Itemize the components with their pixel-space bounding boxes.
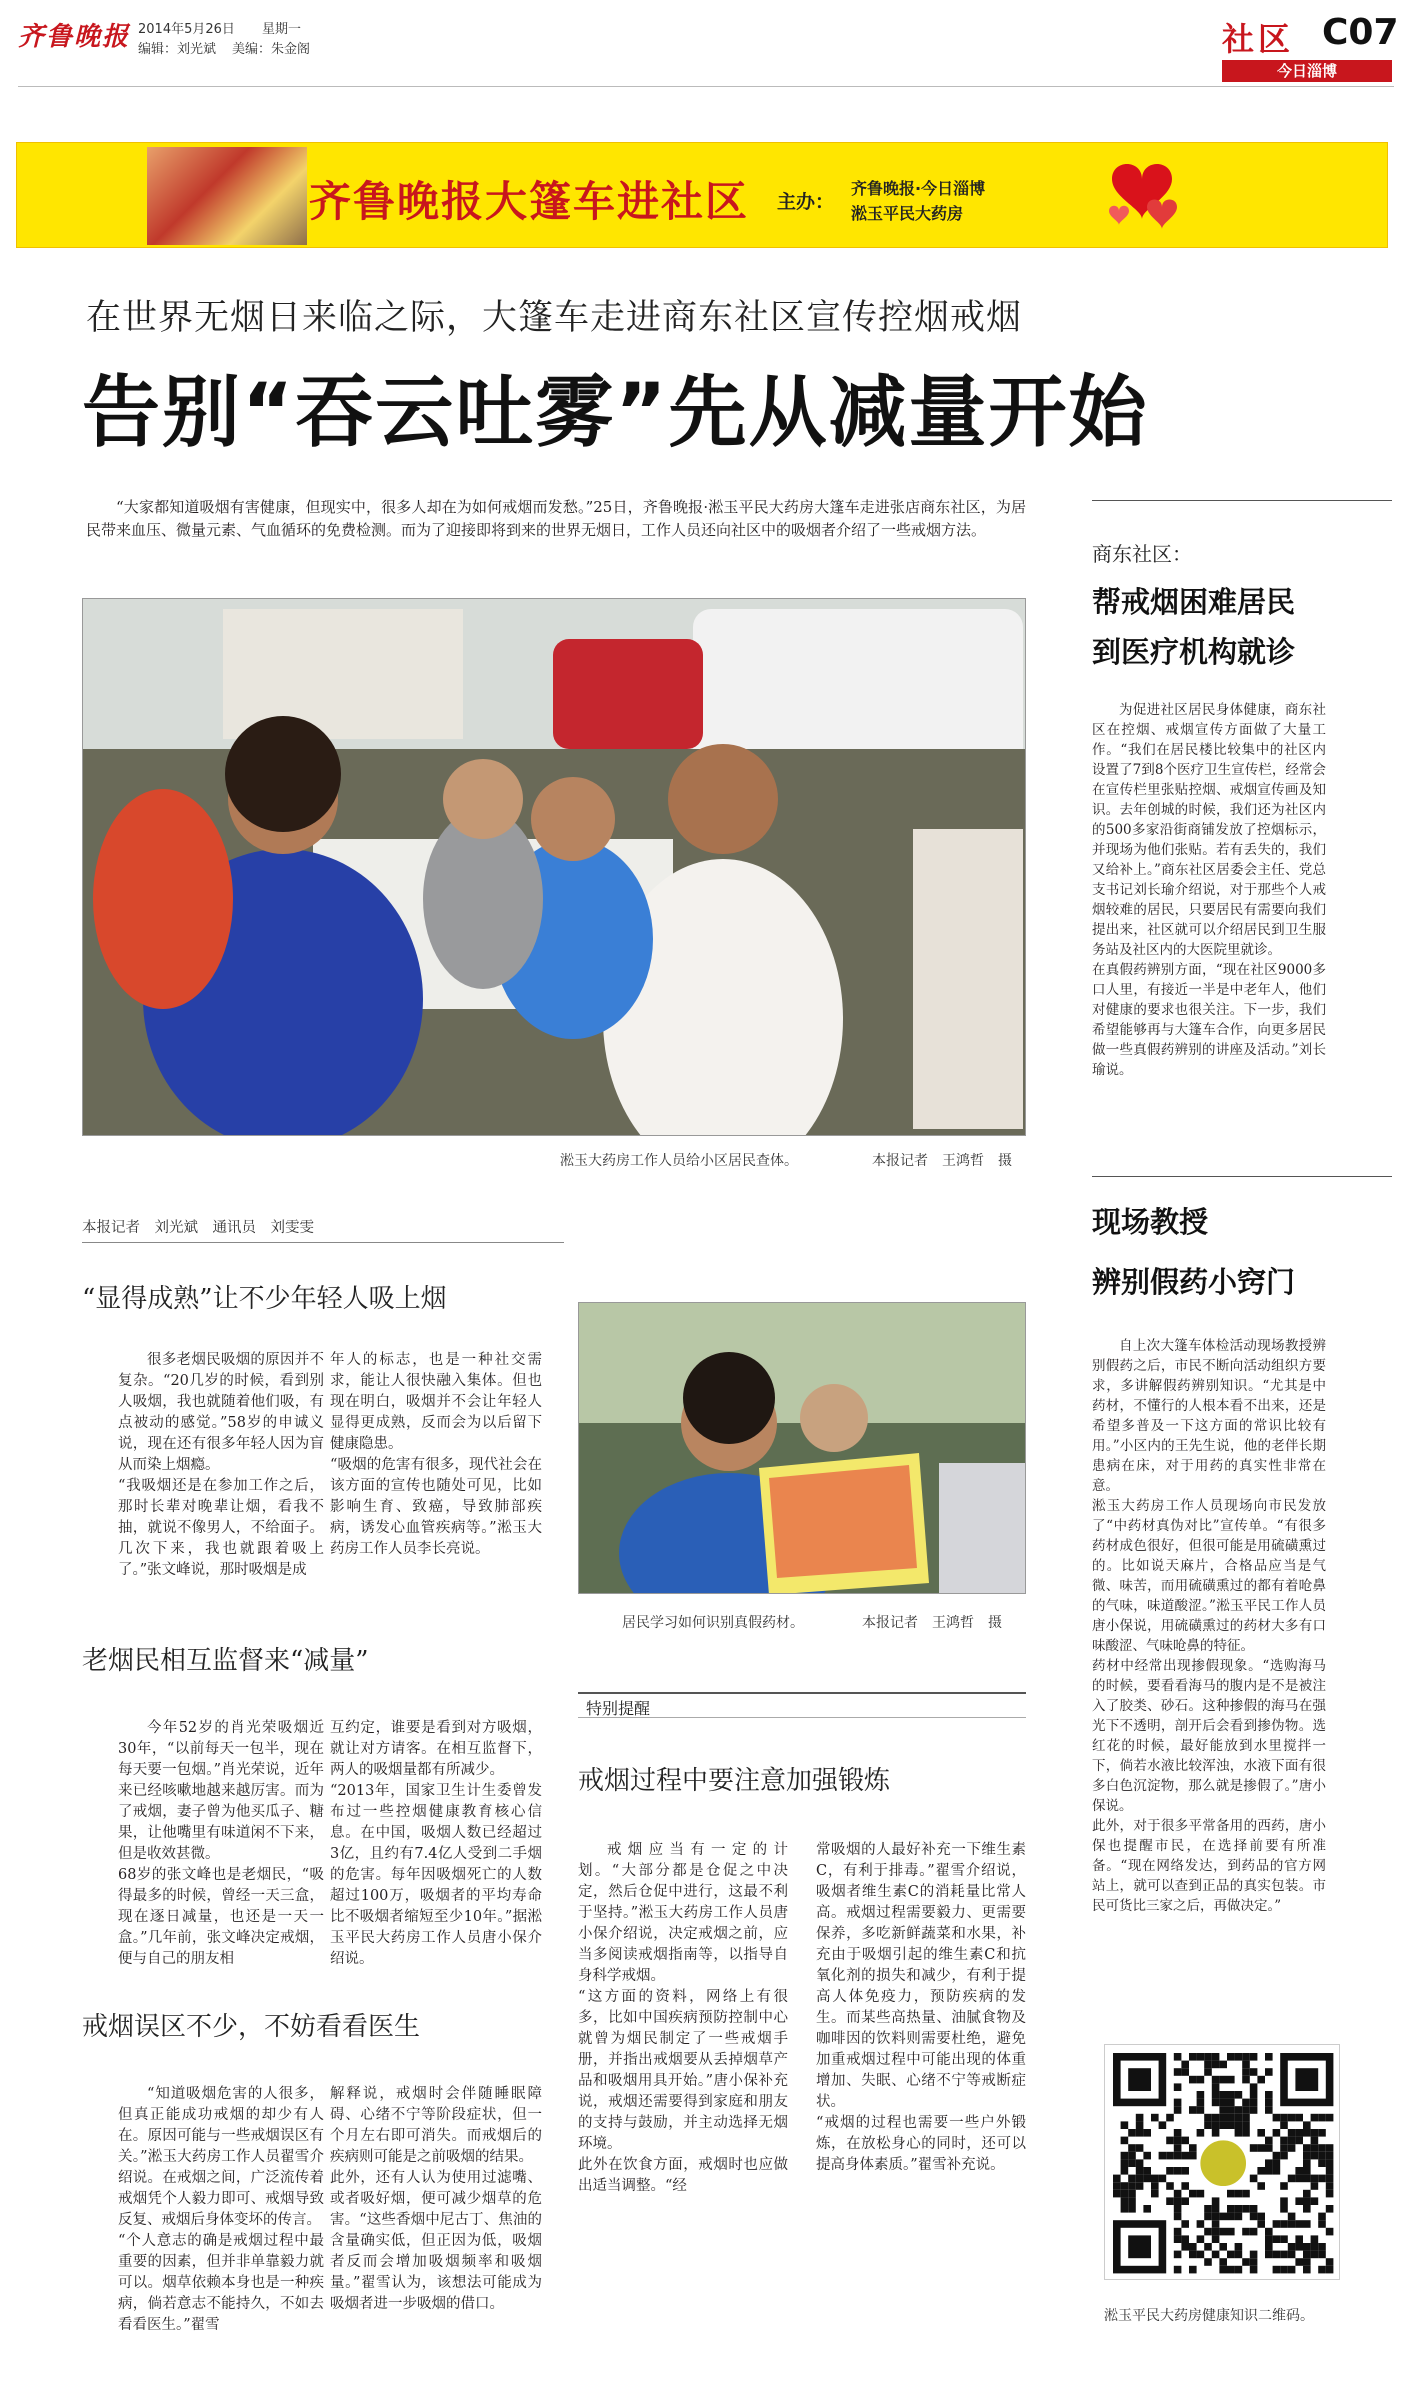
banner-sponsor-2: 淞玉平民大药房 bbox=[851, 204, 964, 223]
photo-medicine-reading bbox=[578, 1302, 1026, 1594]
banner-sponsor-label: 主办： bbox=[777, 191, 835, 213]
section2-title: 老烟民相互监督来“减量” bbox=[82, 1646, 369, 1676]
tip-label: 特别提醒 bbox=[586, 1699, 651, 1718]
sidebar-text1-body: 为促进社区居民身体健康，商东社区在控烟、戒烟宣传方面做了大量工作。“我们在居民楼比较集中的社区内设置了7到8个医疗卫生宣传栏，经常会在宣传栏里张贴控烟、戒烟宣传画及知识。去年创城的时候，我们还为社区内的500多家沿街商铺发放了控烟标示，并现场为他们张贴。若有丢失的，我们又给补上。”商东社区居委会主任、党总支书记刘长瑜介绍说，对于那些个人戒烟较难的居民，只要居民有需要向我们提出来，社区就可以介绍居民到卫生服务站及社区内的大医院里就诊。 在真假药辨别方面，“现在社区9000多口人里，有接近一半是中老年人，他们对健康的要求也很关注。下一步，我们希望能够再与大篷车合作，向更多居民做一些真假药辨别的讲座及活动。”刘长瑜说。 bbox=[1092, 702, 1326, 1078]
article-headline: 告别“吞云吐雾”先从减量开始 bbox=[82, 368, 1149, 458]
sidebar-text2-body: 自上次大篷车体检活动现场教授辨别假药之后，市民不断向活动组织方要求，多讲解假药辨别知识。“尤其是中药材，不懂行的人根本看不出来，还是希望多普及一下这方面的常识比较有用。”小区内的王先生说，他的老伴长期患病在床，对于用药的真实性非常在意。 淞玉大药房工作人员现场向市民发放了“中药材真伪对比”宣传单。“有很多药材成色很好，但很可能是用硫磺熏过的。比如说天麻片，合格品应当是气微、味苦，而用硫磺熏过的都有着呛鼻的气味，味道酸涩。”淞玉平民工作人员唐小保说，用硫磺熏过的药材大多有口味酸涩、气味呛鼻的特征。 药材中经常出现掺假现象。“选购海马的时候，要看看海马的腹内是不是被注入了胶类、砂石。这种掺假的海马在强光下不透明，剖开后会看到掺伪物。选红花的时候，最好能放到水里搅拌一下，倘若水液比较浑浊，水液下面有很多白色沉淀物，那么就是掺假了。”唐小保说。 此外，对于很多平常备用的西药，唐小保也提醒市民，在选择前要有所准备。“现在网络发达，到药品的官方网站上，就可以查到正品的真实包装。市民可货比三家之后，再做决定。” bbox=[1092, 1338, 1326, 1914]
qr-code-frame bbox=[1104, 2044, 1340, 2280]
banner-photo bbox=[147, 147, 307, 245]
section1-col2 bbox=[330, 1350, 542, 1560]
editor-credit: 编辑：刘光斌 bbox=[138, 42, 217, 57]
sidebar-kicker: 商东社区： bbox=[1092, 542, 1192, 566]
issue-date: 2014年5月26日 bbox=[138, 22, 235, 37]
newspaper-logo: 齐鲁晚报 bbox=[18, 22, 131, 52]
section3-col2-text: 解释说，戒烟时会伴随睡眠障碍、心绪不宁等阶段症状，但一个月左右即可消失。而戒烟后的疾病则可能是之前吸烟的结果。 此外，还有人认为使用过滤嘴、或者吸好烟，便可减少烟草的危害。“这些香烟中尼古丁、焦油的含量确实低，但正因为低，吸烟者反而会增加吸烟频率和吸烟量。”翟雪认为，该想法可能成为吸烟者进一步吸烟的借口。 bbox=[330, 2086, 542, 2312]
section2-col2 bbox=[330, 1718, 542, 1970]
photo1-credit: 本报记者 王鸿哲 摄 bbox=[872, 1153, 1012, 1169]
hearts-decoration bbox=[1097, 149, 1187, 244]
section4-col2-text: 常吸烟的人最好补充一下维生素C，有利于排毒。”翟雪介绍说，吸烟者维生素C的消耗量比常人高。戒烟过程需要毅力、更需要保养，多吃新鲜蔬菜和水果，补充由于吸烟引起的维生素C和抗氧化剂的损失和减少，有利于提高人体免疫力，预防疾病的发生。而某些高热量、油腻食物及咖啡因的饮料则需要杜绝，避免加重戒烟过程中可能出现的体重增加、失眠、心绪不宁等戒断症状。 “戒烟的过程也需要一些户外锻炼，在放松身心的同时，还可以提高身体素质。”翟雪补充说。 bbox=[816, 1842, 1026, 2173]
section3-title: 戒烟误区不少，不妨看看医生 bbox=[82, 2012, 421, 2042]
sidebar-title2-line1: 现场教授 bbox=[1092, 1205, 1209, 1239]
byline: 本报记者 刘光斌 通讯员 刘雯雯 bbox=[82, 1220, 314, 1236]
section2-col1-text: 今年52岁的肖光荣吸烟近30年，“以前每天一包半，现在每天要一包烟。”肖光荣说，近年来已经咳嗽地越来越厉害。而为了戒烟，妻子曾为他买瓜子、糖果，让他嘴里有味道闲不下来，但是收效甚微。 68岁的张文峰也是老烟民，“吸得最多的时候，曾经一天三盒，现在逐日减量，也还是一天一盒。”几年前，张文峰决定戒烟，便与自己的朋友相 bbox=[118, 1720, 324, 1967]
section1-col1 bbox=[118, 1350, 324, 1581]
section1-title: “显得成熟”让不少年轻人吸上烟 bbox=[82, 1284, 447, 1314]
qr-caption: 淞玉平民大药房健康知识二维码。 bbox=[1104, 2308, 1314, 2324]
header-rule bbox=[18, 86, 1394, 87]
section1-col1-text: 很多老烟民吸烟的原因并不复杂。“20几岁的时候，看到别人吸烟，我也就随着他们吸，有点被动的感觉。”58岁的申诚义说，现在还有很多年轻人因为盲从而染上烟瘾。 “我吸烟还是在参加工作之后，那时长辈对晚辈让烟，看我不抽，就说不像男人，不给面子。几次下来，我也就跟着吸上了。”张文峰说，那时吸烟是成 bbox=[118, 1352, 324, 1578]
photo-health-check bbox=[82, 598, 1026, 1136]
sidebar-top-rule bbox=[1092, 500, 1392, 501]
sidebar-text2 bbox=[1092, 1336, 1326, 1916]
photo-medicine-reading-scene bbox=[579, 1303, 1026, 1594]
banner-title: 齐鲁晚报大篷车进社区 bbox=[309, 177, 750, 226]
page-number: C07 bbox=[1322, 12, 1399, 53]
photo2-credit: 本报记者 王鸿哲 摄 bbox=[862, 1615, 1002, 1631]
article-lead: “大家都知道吸烟有害健康，但现实中，很多人却在为如何戒烟而发愁。”25日，齐鲁晚报·淞玉平民大药房大篷车走进张店商东社区，为居民带来血压、微量元素、气血循环的免费检测。而为了迎接即将到来的世界无烟日，工作人员还向社区中的吸烟者介绍了一些戒烟方法。 bbox=[86, 498, 1026, 539]
article-kicker: 在世界无烟日来临之际，大篷车走进商东社区宣传控烟戒烟 bbox=[86, 298, 1023, 338]
photo1-caption: 淞玉大药房工作人员给小区居民查体。 bbox=[560, 1153, 798, 1169]
section4-col1-text: 戒烟应当有一定的计划。“大部分都是仓促之中决定，然后仓促中进行，这最不利于坚持。”淞玉大药房工作人员唐小保介绍说，决定戒烟之前，应当多阅读戒烟指南等，以指导自身科学戒烟。 “这方面的资料，网络上有很多，比如中国疾病预防控制中心就曾为烟民制定了一些戒烟手册，并指出戒烟要从丢掉烟草产品和吸烟用具开始。”唐小保补充说，戒烟还需要得到家庭和朋友的支持与鼓励，并主动选择无烟环境。 此外在饮食方面，戒烟时也应做出适当调整。“经 bbox=[578, 1842, 788, 2194]
sidebar-title1-line1: 帮戒烟困难居民 bbox=[1092, 585, 1296, 619]
qr-code bbox=[1105, 2045, 1341, 2281]
sidebar-title1-line2: 到医疗机构就诊 bbox=[1092, 635, 1296, 669]
tip-label-box bbox=[578, 1692, 1026, 1718]
photo-health-check-scene bbox=[83, 599, 1026, 1136]
section3-col1-text: “知道吸烟危害的人很多，但真正能成功戒烟的却少有人在。原因可能与一些戒烟误区有关。”淞玉大药房工作人员翟雪介绍说。在戒烟之间，广泛流传着戒烟凭个人毅力即可、戒烟导致反复、戒烟后身体变坏的传言。 “个人意志的确是戒烟过程中最重要的因素，但并非单靠毅力就可以。烟草依赖本身也是一种疾病，倘若意志不能持久，不如去看看医生。”翟雪 bbox=[118, 2086, 324, 2333]
section3-col1 bbox=[118, 2084, 324, 2336]
section2-col1 bbox=[118, 1718, 324, 1970]
sidebar-mid-rule bbox=[1092, 1176, 1392, 1177]
issue-weekday: 星期一 bbox=[262, 22, 302, 37]
section4-col2 bbox=[816, 1840, 1026, 2176]
section4-col1 bbox=[578, 1840, 788, 2197]
photo2-caption: 居民学习如何识别真假药材。 bbox=[622, 1615, 804, 1631]
section1-col2-text: 年人的标志，也是一种社交需求，能让人很快融入集体。但也现在明白，吸烟并不会让年轻人显得更成熟，反而会为以后留下健康隐患。 “吸烟的危害有很多，现代社会在该方面的宣传也随处可见，比如影响生育、致癌，导致肺部疾病，诱发心血管疾病等。”淞玉大药房工作人员李长亮说。 bbox=[330, 1352, 542, 1557]
sidebar-title2-line2: 辨别假药小窍门 bbox=[1092, 1265, 1296, 1299]
subsection-badge: 今日淄博 bbox=[1222, 60, 1392, 82]
byline-rule bbox=[82, 1242, 564, 1243]
section4-title: 戒烟过程中要注意加强锻炼 bbox=[578, 1766, 891, 1796]
banner-sponsor-1: 齐鲁晚报·今日淄博 bbox=[851, 179, 986, 198]
designer-credit: 美编：朱金阁 bbox=[232, 42, 311, 57]
section2-col2-text: 互约定，谁要是看到对方吸烟，就让对方请客。在相互监督下，两人的吸烟量都有所减少。 “2013年，国家卫生计生委曾发布过一些控烟健康教育核心信息。在中国，吸烟人数已经超过3亿，且约有7.4亿人受到二手烟的危害。每年因吸烟死亡的人数超过100万，吸烟者的平均寿命比不吸烟者缩短至少10年。”据淞玉平民大药房工作人员唐小保介绍说。 bbox=[330, 1720, 542, 1967]
section3-col2 bbox=[330, 2084, 542, 2315]
section-name: 社区 bbox=[1222, 20, 1295, 58]
sidebar-text1 bbox=[1092, 700, 1326, 1080]
event-banner bbox=[16, 142, 1388, 248]
